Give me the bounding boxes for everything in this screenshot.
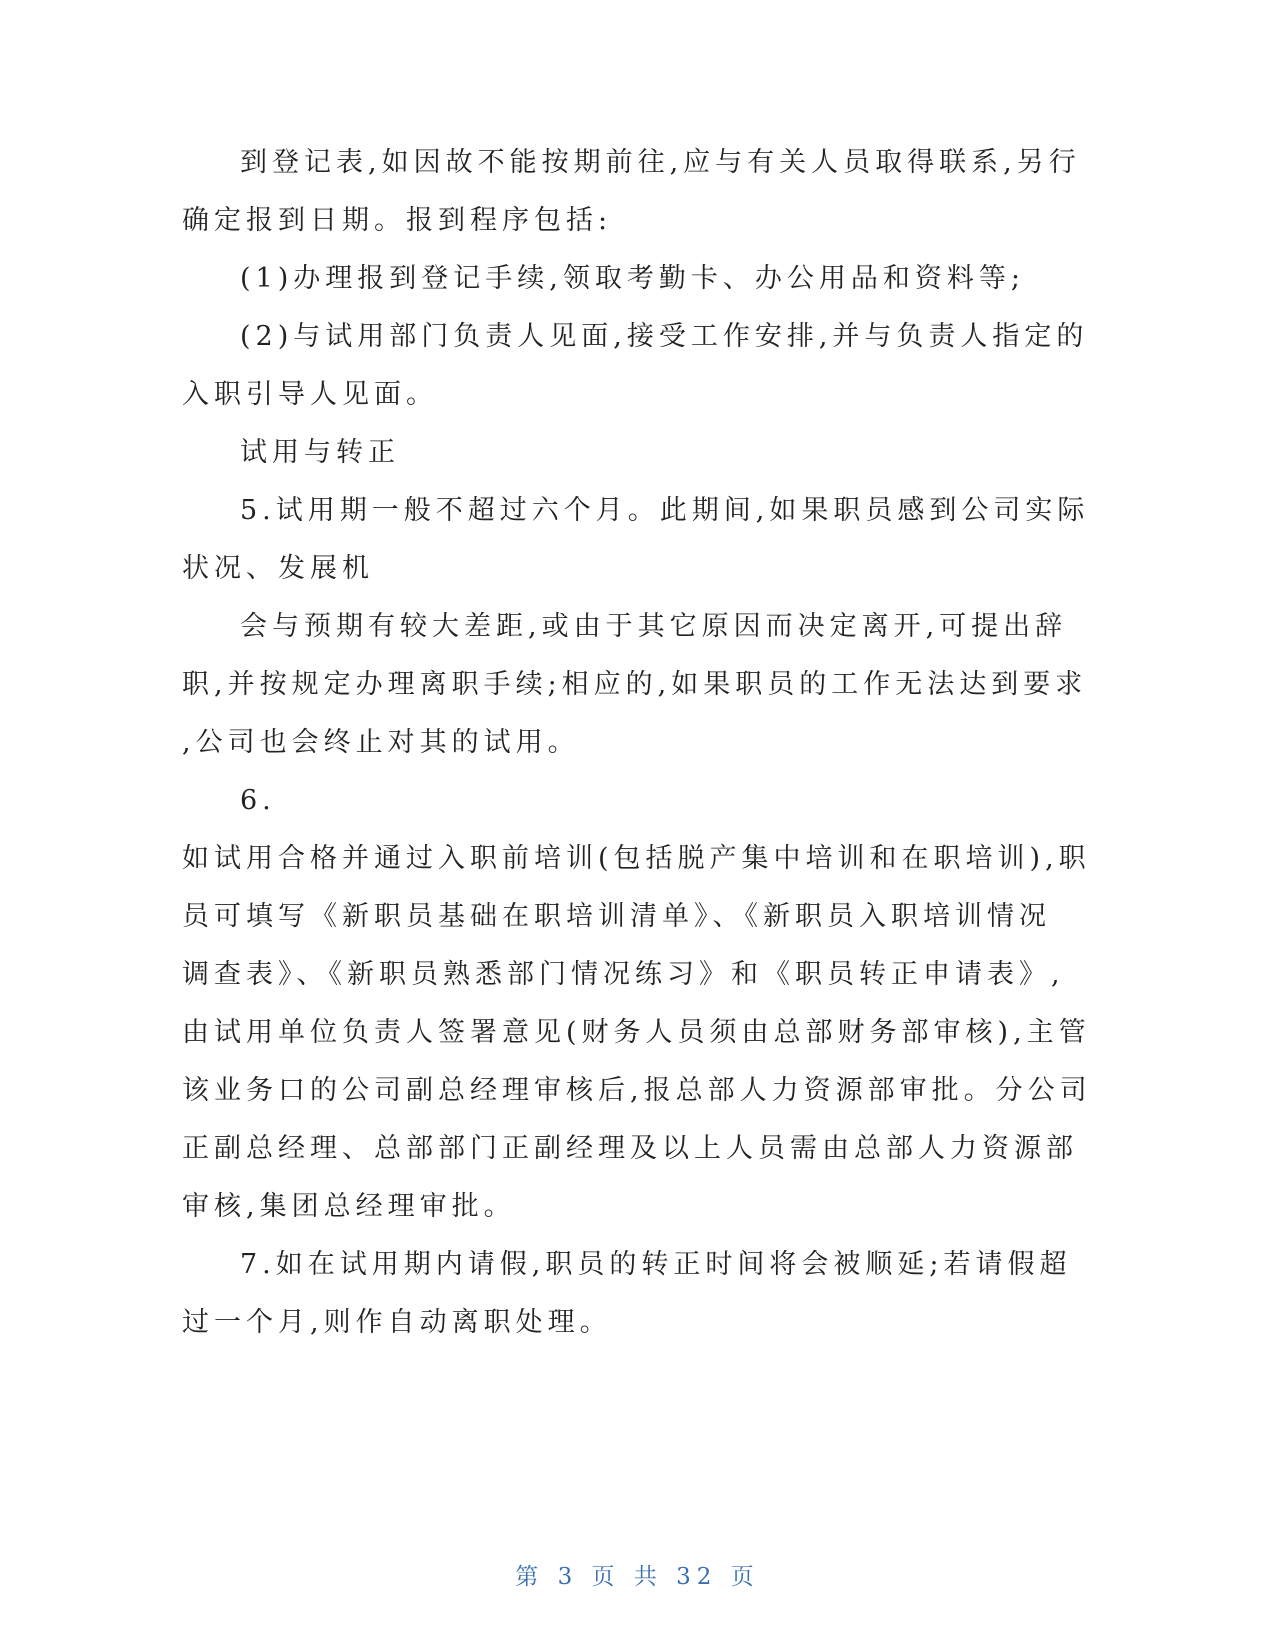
- text-line: (1)办理报到登记手续,领取考勤卡、办公用品和资料等;: [240, 263, 1025, 294]
- text-line: ,公司也会终止对其的试用。: [182, 727, 580, 758]
- text-line: 状况、发展机: [182, 553, 374, 584]
- text-line: 正副总经理、总部部门正副经理及以上人员需由总部人力资源部: [182, 1133, 1078, 1164]
- text-line: 职,并按规定办理离职手续;相应的,如果职员的工作无法达到要求: [182, 669, 1088, 700]
- text-line: 5.试用期一般不超过六个月。此期间,如果职员感到公司实际: [240, 495, 1090, 526]
- text-line: 该业务口的公司副总经理审核后,报总部人力资源部审批。分公司: [182, 1075, 1092, 1106]
- text-line: 6.: [240, 785, 276, 816]
- text-line: 由试用单位负责人签署意见(财务人员须由总部财务部审核),主管: [182, 1017, 1091, 1048]
- text-line: 到登记表,如因故不能按期前往,应与有关人员取得联系,另行: [240, 147, 1081, 178]
- section-heading: 试用与转正: [240, 437, 400, 468]
- text-line: 确定报到日期。报到程序包括:: [182, 205, 613, 236]
- text-line: 员可填写《新职员基础在职培训清单》、《新职员入职培训情况: [182, 901, 1051, 932]
- text-line: (2)与试用部门负责人见面,接受工作安排,并与负责人指定的: [240, 321, 1089, 352]
- text-line: 调查表》、《新职员熟悉部门情况练习》和《职员转正申请表》,: [182, 959, 1065, 990]
- text-line: 过一个月,则作自动离职处理。: [182, 1307, 612, 1338]
- text-line: 7.如在试用期内请假,职员的转正时间将会被顺延;若请假超: [240, 1249, 1072, 1280]
- page-number-footer: 第 3 页 共 32 页: [515, 1564, 760, 1590]
- text-line: 会与预期有较大差距,或由于其它原因而决定离开,可提出辞: [240, 611, 1068, 642]
- text-line: 入职引导人见面。: [182, 379, 438, 410]
- text-line: 如试用合格并通过入职前培训(包括脱产集中培训和在职培训),职: [182, 843, 1091, 874]
- text-line: 审核,集团总经理审批。: [182, 1191, 516, 1222]
